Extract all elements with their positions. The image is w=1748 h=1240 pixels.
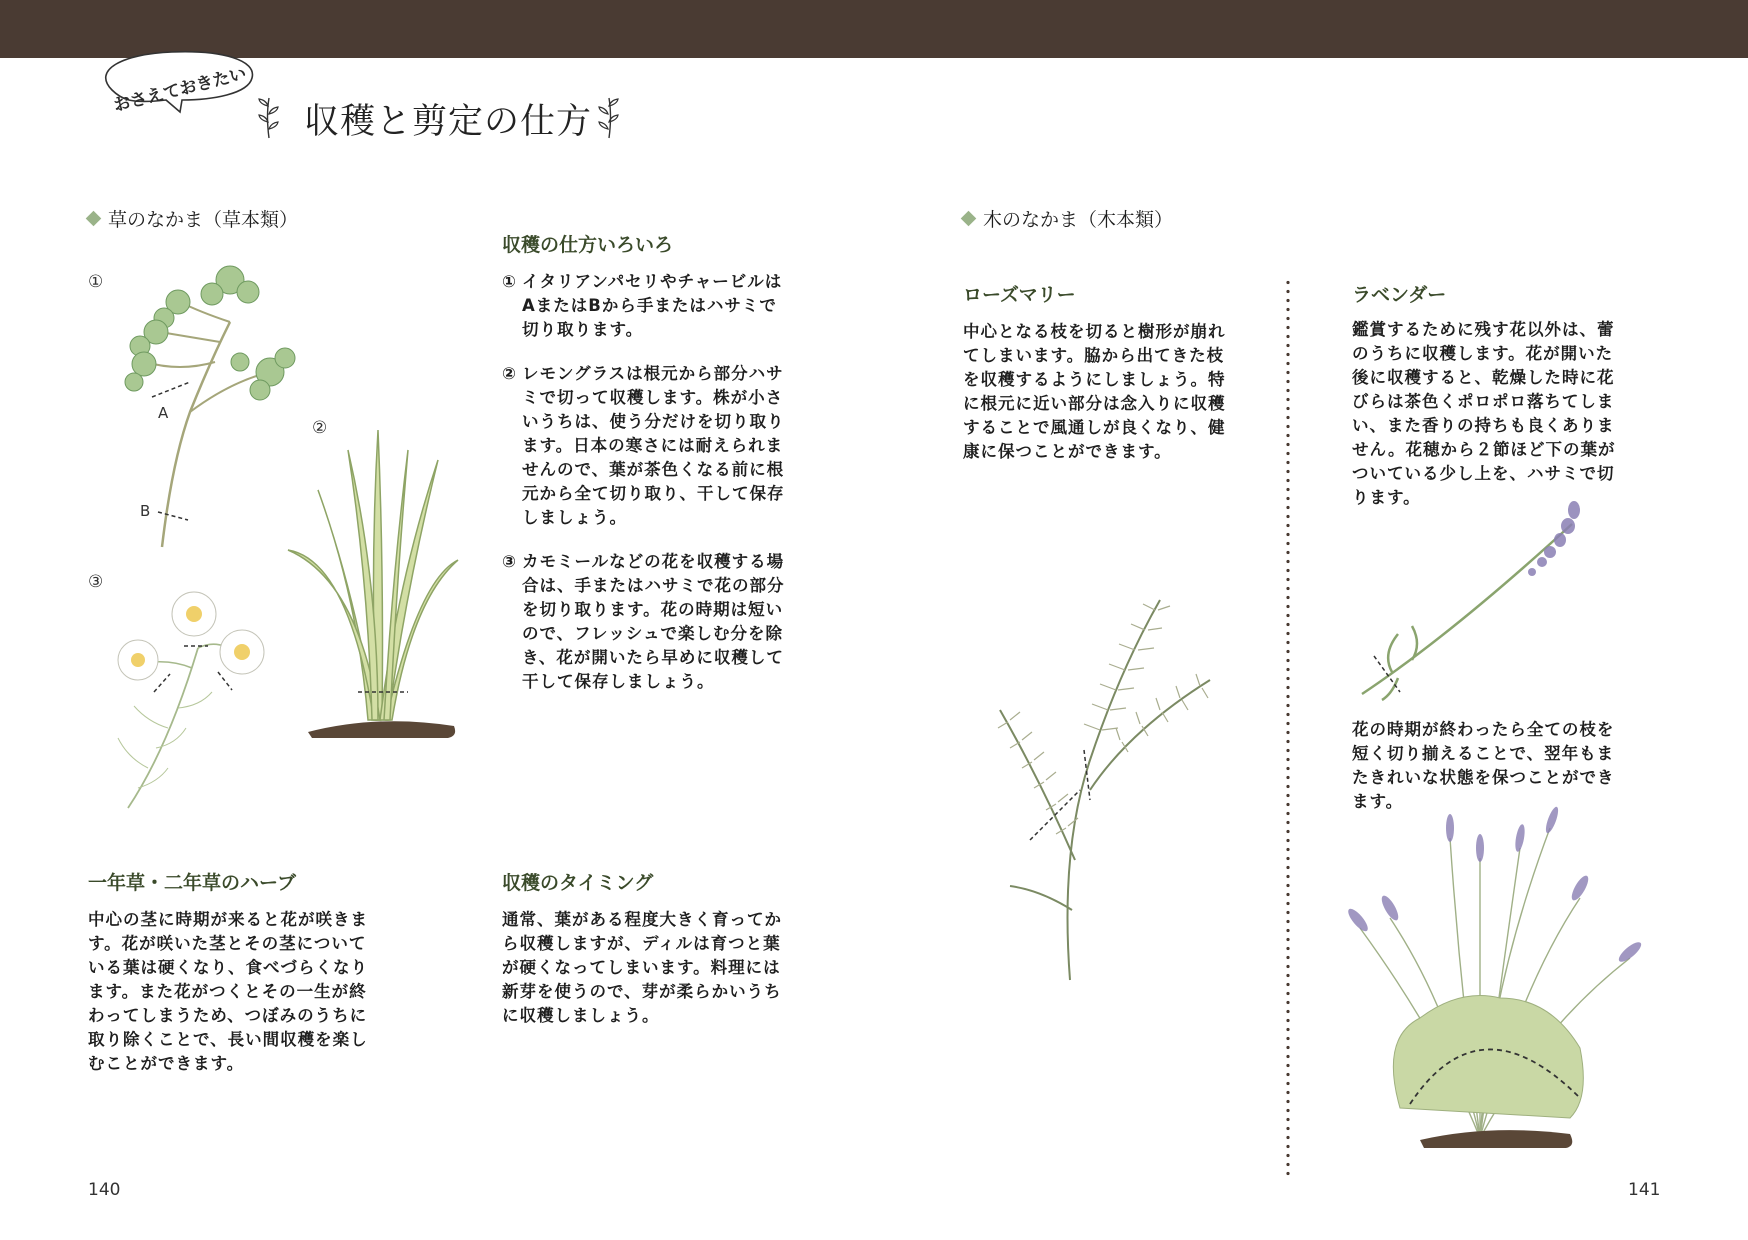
herbaceous-label-text: 草のなかま（草本類） <box>108 209 299 231</box>
cut-point-a-label: A <box>158 404 169 422</box>
illustration-label-3: ③ <box>88 572 104 592</box>
rosemary-text: 中心となる枝を切ると樹形が崩れてしまいます。脇から出てきた枝を収穫するようにしましょう。特に根元に近い部分は念入りに収穫することで風通しが良くなり、健康に保つことができます。 <box>963 322 1226 461</box>
illustration-label-1: ① <box>88 272 104 292</box>
harvest-item-3-num: ③ <box>502 552 517 571</box>
annual-text: 中心の茎に時期が来ると花が咲きます。花が咲いた茎とその茎についている葉は硬くなり、食べづらくなります。また花がつくとその一生が終わってしまうため、つぼみのうちに取り除くことで、長い間収穫を楽しむことができます。 <box>88 910 368 1073</box>
lemongrass-illustration <box>288 420 468 740</box>
page-title: 収穫と剪定の仕方 <box>304 102 593 142</box>
woody-label-text: 木のなかま（木本類） <box>983 209 1174 231</box>
harvest-item-3 <box>502 550 788 694</box>
lavender-text: 鑑賞するために残す花以外は、蕾のうちに収穫します。花が開いた後に収穫すると、乾燥した時に花びらは茶色くポロポロ落ちてしまい、また香りの持ちも良くありません。花穂から２節ほど下の葉がついている少し上を、ハサミで切ります。 <box>1352 320 1616 507</box>
page-number-right: 141 <box>1628 1180 1661 1200</box>
harvest-item-2 <box>502 362 788 530</box>
harvest-methods-list <box>502 270 788 714</box>
cut-point-b-label: B <box>140 502 151 520</box>
chamomile-illustration <box>108 588 288 808</box>
harvest-item-3-text: カモミールなどの花を収穫する場合は、手またはハサミで花の部分を切り取ります。花の時期は短いので、フレッシュで楽しむ分を除き、花が開いたら早めに収穫して干して保存しましょう。 <box>522 552 785 691</box>
bubble-text: おさえておきたい <box>111 63 249 117</box>
rosemary-heading: ローズマリー <box>963 284 1076 306</box>
woody-section-label <box>963 205 1173 232</box>
diamond-bullet-icon <box>961 211 977 227</box>
timing-heading: 収穫のタイミング <box>502 872 654 894</box>
lavender-bush-illustration <box>1340 808 1640 1148</box>
parsley-illustration <box>120 262 310 552</box>
harvest-item-1-text: イタリアンパセリやチャービルはAまたはBから手またはハサミで切り取ります。 <box>522 272 783 339</box>
right-sprig-icon <box>596 96 622 140</box>
lavender-sprig-illustration <box>1352 494 1592 704</box>
harvest-item-1-num: ① <box>502 272 517 291</box>
harvest-item-2-text: レモングラスは根元から部分ハサミで切って収穫します。株が小さいうちは、使う分だけを切り取ります。日本の寒さには耐えられませんので、葉が茶色くなる前に根元から全て切り取り、干して保存しましょう。 <box>522 364 785 527</box>
harvest-item-2-num: ② <box>502 364 517 383</box>
page-number-left: 140 <box>88 1180 121 1200</box>
annual-heading: 一年草・二年草のハーブ <box>88 872 297 894</box>
lavender-text-2: 花の時期が終わったら全ての枝を短く切り揃えることで、翌年もまたきれいな状態を保つことができます。 <box>1352 720 1615 811</box>
column-divider <box>1286 278 1290 1178</box>
lavender-heading: ラベンダー <box>1352 284 1447 306</box>
harvest-methods-heading: 収穫の仕方いろいろ <box>502 234 674 256</box>
top-band <box>0 0 1748 58</box>
rosemary-illustration <box>980 590 1230 980</box>
left-sprig-icon <box>256 96 282 140</box>
diamond-bullet-icon <box>86 211 102 227</box>
harvest-item-1 <box>502 270 788 342</box>
herbaceous-section-label <box>88 205 298 232</box>
illustration-label-2: ② <box>312 418 328 438</box>
timing-text: 通常、葉がある程度大きく育ってから収穫しますが、ディルは育つと葉が硬くなってしまいます。料理には新芽を使うので、芽が柔らかいうちに収穫しましょう。 <box>502 910 782 1025</box>
